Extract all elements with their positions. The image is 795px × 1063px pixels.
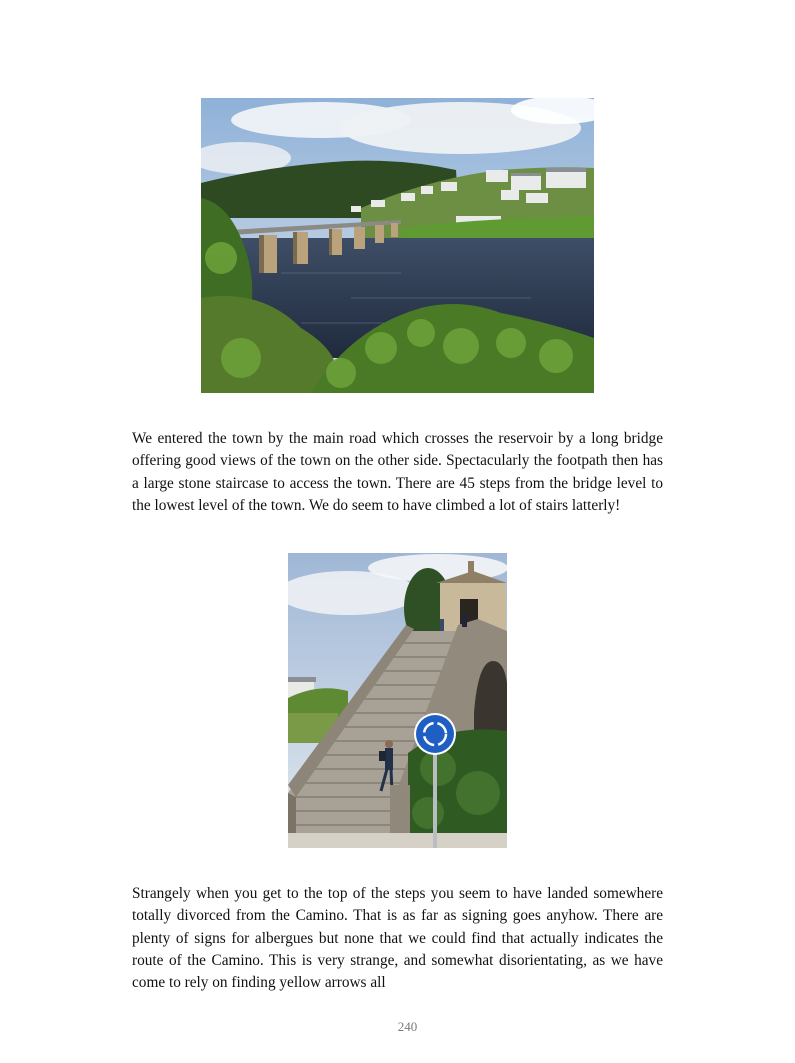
page-number: 240 bbox=[397, 1019, 418, 1034]
paragraph-camino-signing: Strangely when you get to the top of the steps you seem to have landed somewhere totally divorced from the Camino. That is as far as signing goes anyhow. There are plenty of signs for albergues but none that we could find that actually indicates the route of the Camino. This is very strange, and somewhat disorientating, as we have come to rely on finding yellow arrows all bbox=[132, 885, 663, 992]
photo-reservoir-bridge bbox=[201, 98, 594, 393]
photo-stone-staircase bbox=[288, 553, 507, 848]
stone-staircase-illustration bbox=[288, 553, 507, 848]
paragraph-bridge-staircase: We entered the town by the main road which crosses the reservoir by a long bridge offering good views of the town on the other side. Spectacularly the footpath then has a large stone staircase to access the town. There are 45 steps from the bridge level to the lowest level of the town. We do seem to have climbed a lot of stairs latterly! bbox=[132, 430, 663, 514]
reservoir-bridge-illustration bbox=[201, 98, 594, 393]
